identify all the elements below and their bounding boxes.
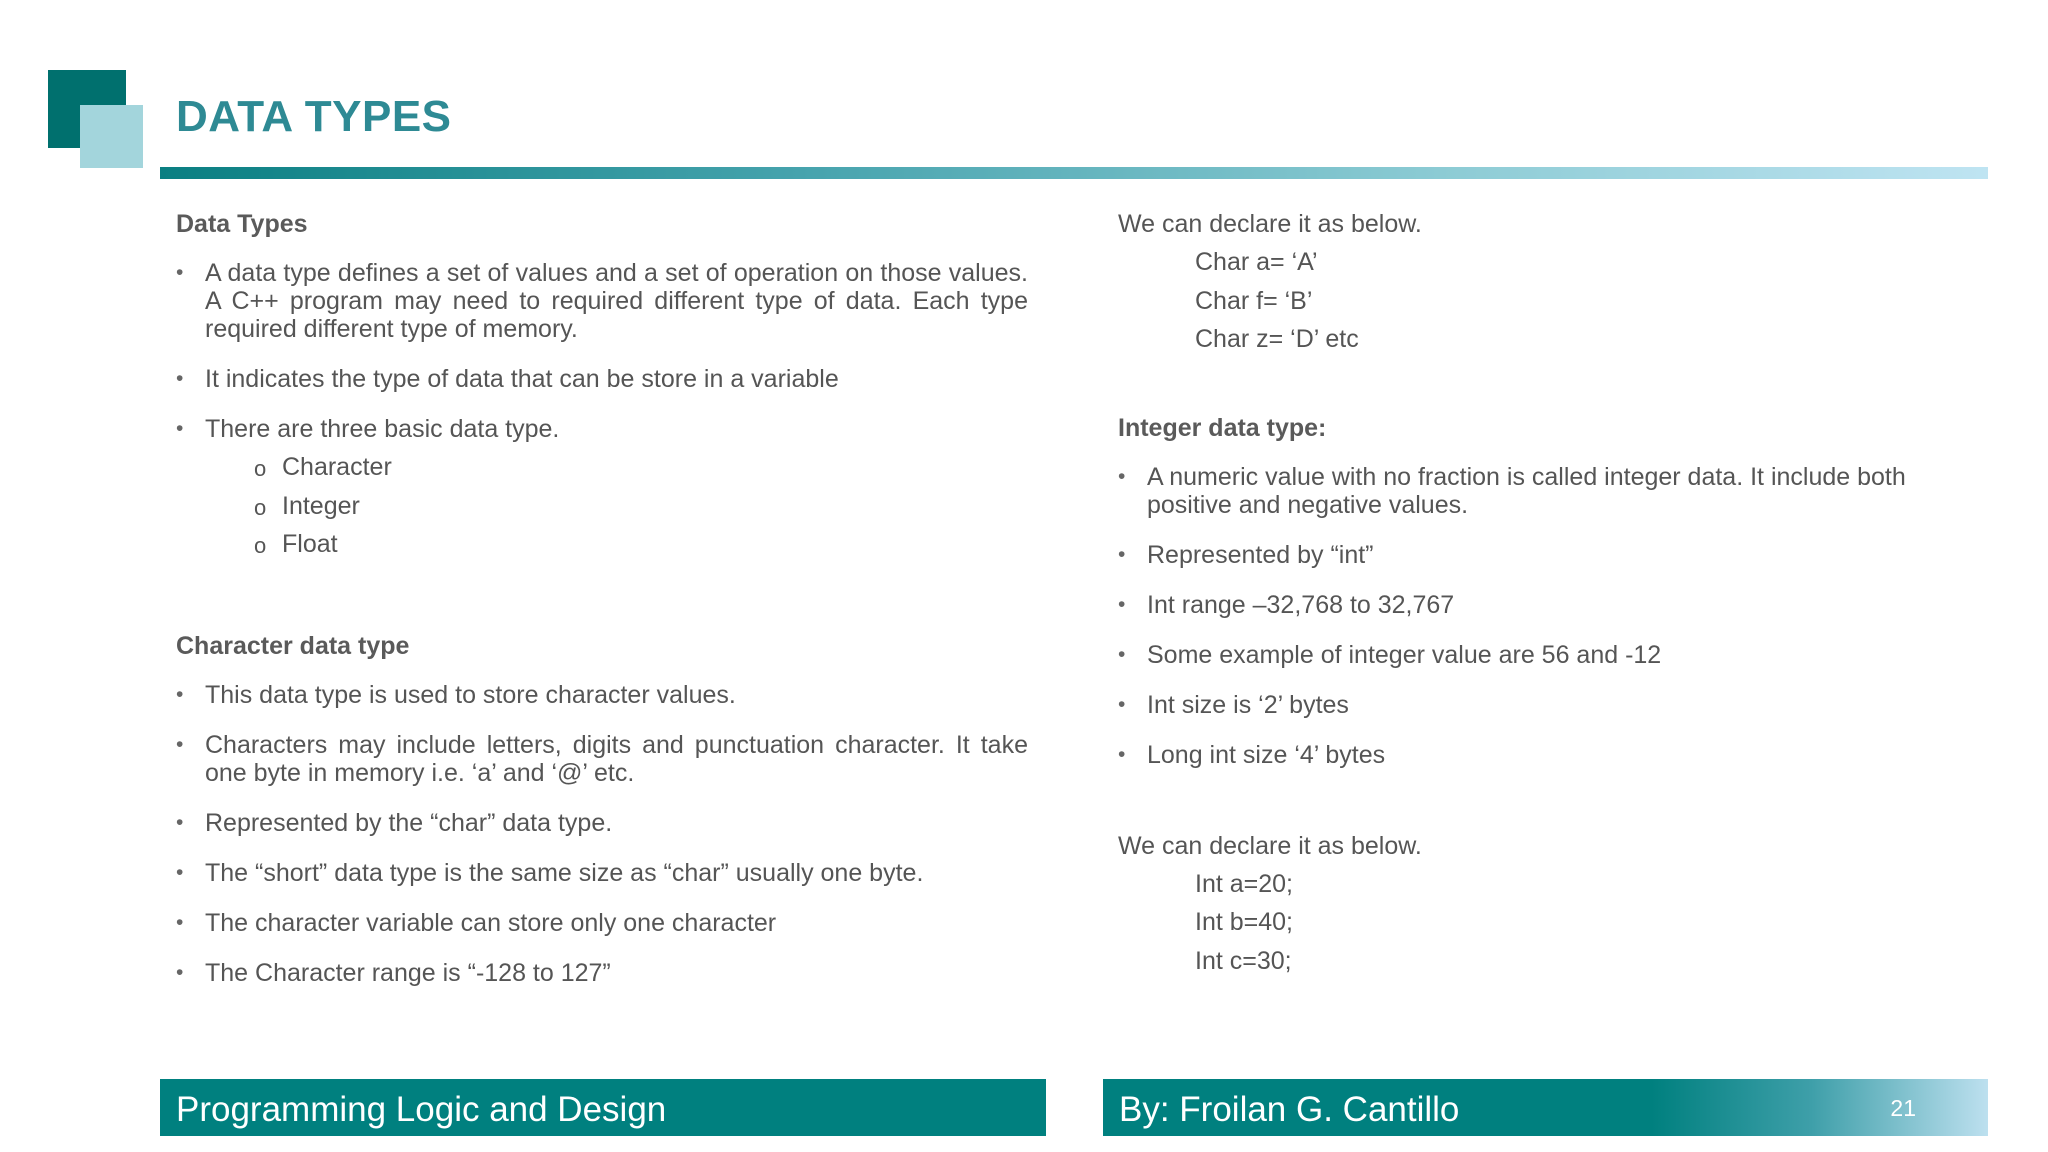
data-types-bullets	[176, 259, 1028, 443]
left-column	[176, 210, 1028, 987]
bullet-item: • A numeric value with no fraction is called integer data. It include both positive and negative values.	[1118, 463, 1968, 519]
footer-course-bar	[160, 1079, 1046, 1136]
title-divider	[160, 167, 1988, 179]
int-example: Int a=20;	[1195, 869, 1293, 898]
sub-item-character: o Character	[254, 453, 1028, 492]
page-number: 21	[1890, 1095, 1916, 1121]
bullet-item: • There are three basic data type.	[176, 415, 1028, 443]
basic-types-list	[176, 453, 1028, 569]
bullet-item: • It indicates the type of data that can be store in a variable	[176, 365, 1028, 393]
bullet-item: • A data type defines a set of values and a set of operation on those values. A C++ program may need to required different type of data. Each type required different type of memory.	[176, 259, 1028, 343]
int-example: Int c=30;	[1195, 946, 1292, 975]
int-example: Int b=40;	[1195, 908, 1293, 936]
char-example: Char f= ‘B’	[1195, 286, 1313, 315]
sub-item-float: o Float	[254, 530, 1028, 569]
bullet-item: • Int size is ‘2’ bytes	[1118, 691, 1968, 719]
right-column	[1118, 210, 1968, 985]
character-type-heading: Character data type	[176, 631, 410, 660]
bullet-item: • The Character range is “-128 to 127”	[176, 959, 1028, 987]
bullet-item: • The “short” data type is the same size as “char” usually one byte.	[176, 859, 1028, 887]
footer-course: Programming Logic and Design	[176, 1090, 667, 1129]
logo-square-light	[80, 105, 143, 168]
bullet-item: • Represented by “int”	[1118, 541, 1968, 569]
integer-type-bullets	[1118, 463, 1968, 769]
bullet-item: • Int range –32,768 to 32,767	[1118, 591, 1968, 619]
integer-type-heading: Integer data type:	[1118, 413, 1327, 442]
declare-intro-integer: We can declare it as below.	[1118, 831, 1422, 860]
bullet-item: • The character variable can store only one character	[176, 909, 1028, 937]
data-types-heading: Data Types	[176, 210, 308, 238]
declare-intro: We can declare it as below.	[1118, 210, 1422, 238]
bullet-item: • This data type is used to store character values.	[176, 681, 1028, 709]
char-example: Char a= ‘A’	[1195, 248, 1318, 276]
char-example: Char z= ‘D’ etc	[1195, 325, 1359, 353]
slide-title: DATA TYPES	[176, 92, 452, 141]
footer-author-bar	[1103, 1079, 1988, 1136]
bullet-item: • Represented by the “char” data type.	[176, 809, 1028, 837]
sub-item-integer: o Integer	[254, 492, 1028, 531]
bullet-item: • Characters may include letters, digits and punctuation character. It take one byte in memory i.e. ‘a’ and ‘@’ etc.	[176, 731, 1028, 787]
character-type-bullets	[176, 681, 1028, 987]
bullet-item: • Long int size ‘4’ bytes	[1118, 741, 1968, 769]
footer-author: By: Froilan G. Cantillo	[1119, 1090, 1460, 1129]
bullet-item: • Some example of integer value are 56 and -12	[1118, 641, 1968, 669]
